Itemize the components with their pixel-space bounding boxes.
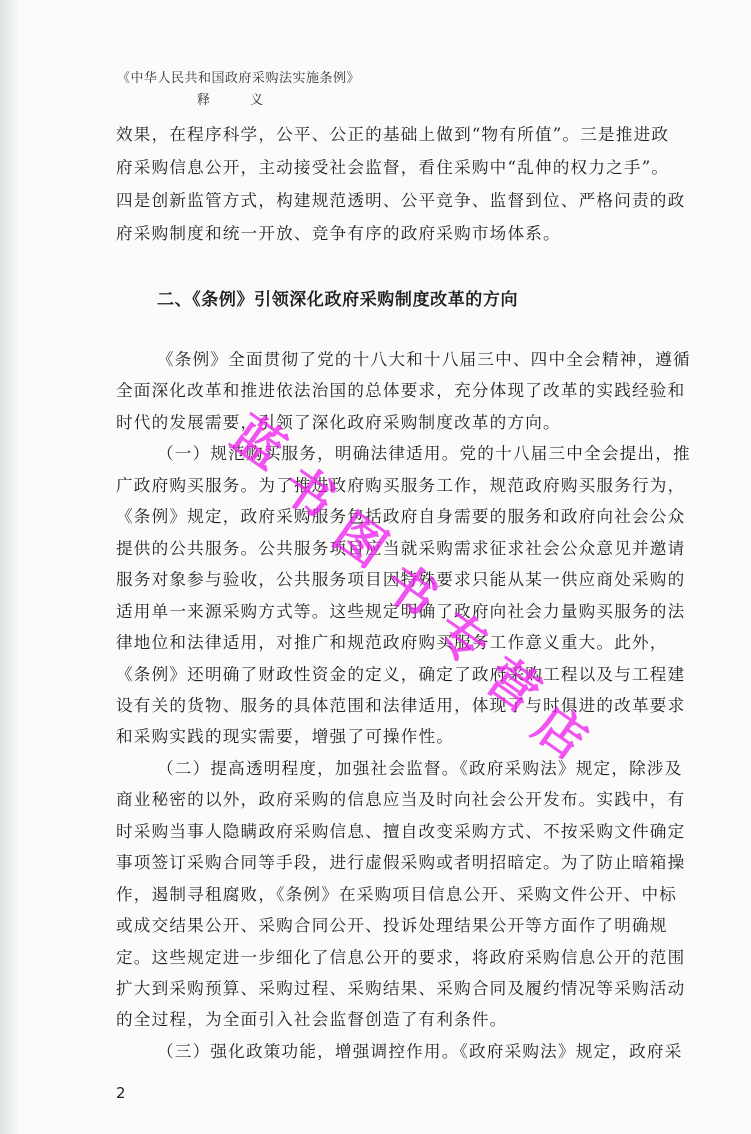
text-line: 作，遏制寻租腐败，《条例》在采购项目信息公开、采购文件公开、中标 [116, 885, 678, 904]
watermark-char: 书 [373, 552, 448, 629]
text-line: 广政府购买服务。为了推进政府购买服务工作，规范政府购买服务行为， [116, 476, 686, 495]
text-line: 效果，在程序科学，公平、公正的基础上做到“物有所值”。三是推进政 [116, 125, 670, 144]
text-line: 时采购当事人隐瞒政府采购信息、擅自改变采购方式、不按采购文件确定 [116, 822, 686, 841]
text-line: 府采购制度和统一开放、竞争有序的政府采购市场体系。 [116, 224, 561, 243]
text-line: 和采购实践的现实需要，增强了可操作性。 [116, 727, 455, 746]
text-line: 商业秘密的以外，政府采购的信息应当及时向社会公开发布。实践中，有 [116, 790, 686, 809]
running-header-title: 《中华人民共和国政府采购法实施条例》 [117, 71, 361, 86]
text-line: 律地位和法律适用，对推广和规范政府购买服务工作意义重大。此外， [116, 633, 668, 652]
section-heading: 二、《条例》引领深化政府采购制度改革的方向 [157, 290, 519, 310]
text-line: 或成交结果公开、采购合同公开、投诉处理结果公开等方面作了明确规 [116, 916, 668, 935]
watermark-char: 店 [523, 694, 598, 771]
text-line: （三）强化政策功能，增强调控作用。《政府采购法》规定，政府采 [157, 1042, 683, 1061]
text-line: 四是创新监管方式，构建规范透明、公平竞争、监督到位、严格问责的政 [116, 191, 686, 210]
watermark-char: 营 [476, 647, 551, 724]
text-line: 扩大到采购预算、采购过程、采购结果、采购合同及履约情况等采购活动 [116, 979, 686, 998]
text-line: 设有关的货物、服务的具体范围和法律适用，体现了与时俱进的改革要求 [116, 696, 686, 715]
text-line: （二）提高透明程度，加强社会监督。《政府采购法》规定，除涉及 [157, 759, 683, 778]
text-line: 适用单一来源采购方式等。这些规定明确了政府向社会力量购买服务的法 [116, 602, 686, 621]
watermark-char: 专 [425, 600, 500, 677]
page-number: 2 [116, 1084, 126, 1102]
text-line: 事项签订采购合同等手段，进行虚假采购或者明招暗定。为了防止暗箱操 [116, 853, 686, 872]
text-line: （一）规范购买服务，明确法律适用。党的十八届三中全会提出，推 [157, 444, 691, 463]
text-line: 《条例》规定，政府采购服务包括政府自身需要的服务和政府向社会公众 [116, 507, 686, 526]
page-gutter-shadow [0, 0, 18, 1134]
text-line: 《条例》全面贯彻了党的十八大和十八届三中、四中全会精神，遵循 [157, 350, 691, 369]
watermark-char: 图 [323, 502, 398, 579]
text-line: 的全过程，为全面引入社会监督创造了有利条件。 [116, 1010, 508, 1029]
watermark-char: 书 [271, 454, 346, 531]
text-line: 服务对象参与验收，公共服务项目因特殊要求只能从某一供应商处采购的 [116, 570, 686, 589]
text-line: 《条例》还明确了财政性资金的定义，确定了政府采购工程以及与工程建 [116, 665, 686, 684]
watermark-char: 蓝 [221, 404, 296, 481]
text-line: 全面深化改革和推进依法治国的总体要求，充分体现了改革的实践经验和 [116, 381, 686, 400]
text-line: 府采购信息公开，主动接受社会监督，看住采购中“乱伸的权力之手”。 [116, 158, 670, 177]
text-line: 提供的公共服务。公共服务项目应当就采购需求征求社会公众意见并邀请 [116, 539, 686, 558]
text-line: 定。这些规定进一步细化了信息公开的要求，将政府采购信息公开的范围 [116, 948, 686, 967]
running-header-subtitle: 释 义 [197, 93, 282, 108]
text-line: 时代的发展需要，引领了深化政府采购制度改革的方向。 [116, 413, 561, 432]
